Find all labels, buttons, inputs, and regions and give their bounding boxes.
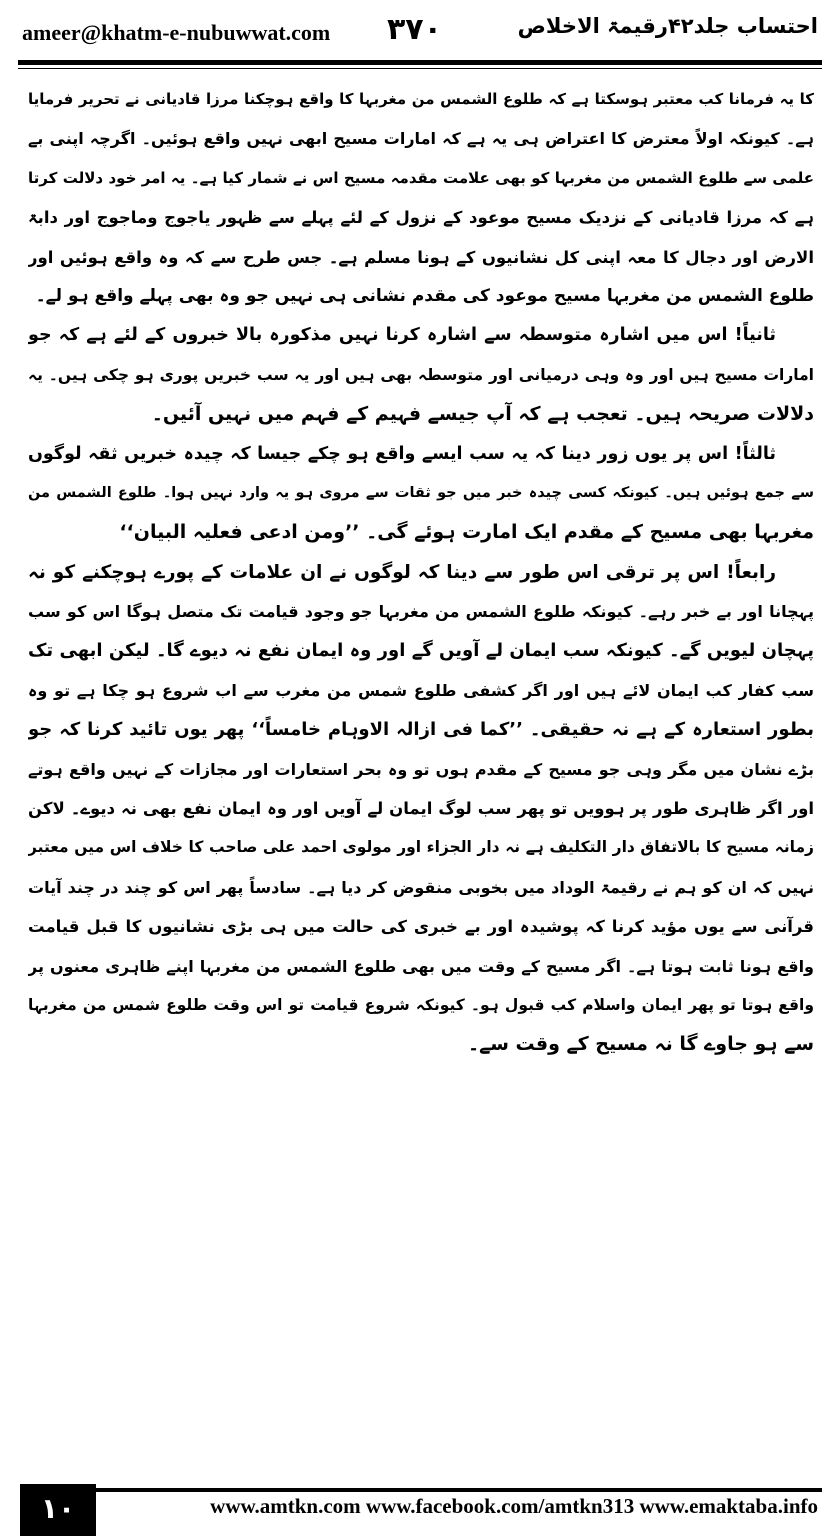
text-line-8: امارات مسیح ہیں اور وہ وہی درمیانی اور متوسطہ بھی ہیں اور یہ سب خبریں پوری ہو چکی ہیں۔ یہ (28, 365, 814, 384)
text-line-7: ثانیاً! اس میں اشارہ متوسطہ سے اشارہ کرنا نہیں مذکورہ بالا خبروں کے لئے ہے کہ جو (28, 325, 776, 346)
text-line-18: بڑے نشان میں مگر وہی جو مسیح کے مقدم ہوں تو وہ بحر استعارات اور مجازات کے نہیں واقع ہوتے (28, 759, 814, 779)
text-line-12: مغربہا بھی مسیح کے مقدم ایک امارت ہوئے گی۔ ’’ومن ادعی فعلیہ البیان‘‘ (119, 521, 814, 544)
text-line-14: پہچانا اور بے خبر رہے۔ کیونکہ طلوع الشمس من مغربہا جو وجود قیامت تک متصل ہوگا اس کو سب (28, 602, 814, 622)
text-line-9: دلالات صریحہ ہیں۔ تعجب ہے کہ آپ جیسے فہیم کے فہم میں نہیں آئیں۔ (151, 403, 814, 426)
footer-page-box: ۱۰ (20, 1484, 96, 1536)
text-line-17: بطور استعارہ کے ہے نہ حقیقی۔ ’’کما فی ازالہ الاوہام خامساً‘‘ پھر یوں تائید کرنا کہ جو (28, 719, 814, 741)
text-line-2: ہے۔ کیونکہ اولاً معترض کا اعتراض ہی یہ ہے کہ امارات مسیح ابھی نہیں واقع ہوئیں۔ اگرچہ اپنی بے (28, 129, 814, 149)
text-line-24: واقع ہوتا تو پھر ایمان واسلام کب قبول ہو۔ کیونکہ شروع قیامت تو اس وقت طلوع شمس من مغربہا (28, 995, 814, 1014)
text-line-23: واقع ہونا ثابت ہوتا ہے۔ اگر مسیح کے وقت میں بھی طلوع الشمس من مغربہا اپنے ظاہری معنوں پر (28, 956, 814, 976)
text-line-25: سے ہو جاوے گا نہ مسیح کے وقت سے۔ (467, 1033, 814, 1056)
page-header (0, 0, 840, 62)
header-rule-thick (18, 60, 822, 65)
text-line-22: قرآنی سے یوں مؤید کرنا کہ پوشیدہ اور بے خبری کی حالت میں ہی بڑی نشانیوں کا قبل قیامت (28, 917, 814, 937)
body-text (28, 80, 814, 1458)
text-line-11: سے جمع ہوئیں ہیں۔ کیونکہ کسی چیدہ خبر میں جو ثقات سے مروی ہو یہ وارد نہیں ہوا۔ طلوع الشمس من (28, 484, 814, 501)
text-line-19: اور اگر ظاہری طور پر ہوویں تو پھر سب لوگ ایمان لے آویں اور وہ ایمان نفع بھی نہ دیوے۔ لاکن (28, 799, 814, 819)
text-line-4: ہے کہ مرزا قادیانی کے نزدیک مسیح موعود کے نزول کے لئے پہلے سے ظہور یاجوج وماجوج اور دابۃ (28, 208, 814, 228)
text-line-16: سب کفار کب ایمان لائے ہیں اور اگر کشفی طلوع شمس من مغرب سے اب شروع ہو چکا ہے تو وہ (28, 680, 814, 700)
header-rule-thin (18, 68, 822, 69)
text-line-3: علمی سے طلوع الشمس من مغربہا کو بھی علامت مقدمہ مسیح اس نے شمار کیا ہے۔ یہ امر خود دلالت کرتا (28, 168, 814, 187)
footer-rule (96, 1488, 822, 1492)
text-line-21: نہیں کہ ان کو ہم نے رقیمۃ الوداد میں بخوبی منقوض کر دیا ہے۔ سادساً پھر اس کو چند در چند آیات (28, 877, 814, 897)
text-line-10: ثالثاً! اس پر یوں زور دینا کہ یہ سب ایسے واقع ہو چکے جیسا کہ چیدہ خبریں ثقہ لوگوں (28, 443, 776, 464)
text-line-6: طلوع الشمس من مغربہا مسیح موعود کی مقدم نشانی ہی نہیں جو وہ بھی پہلے واقع ہو لے۔ (35, 285, 814, 306)
header-email: ameer@khatm-e-nubuwwat.com (22, 20, 331, 45)
page-footer (0, 1482, 840, 1540)
footer-links[interactable]: www.amtkn.com www.facebook.com/amtkn313 www.emaktaba.info (210, 1494, 818, 1518)
text-line-13: رابعاً! اس پر ترقی اس طور سے دینا کہ لوگوں نے ان علامات کے پورے ہوچکنے کو نہ (28, 561, 776, 583)
text-line-1: کا یہ فرمانا کب معتبر ہوسکتا ہے کہ طلوع الشمس من مغربہا کا واقع ہوچکنا مرزا قادیانی نے تحریر فرمایا (28, 90, 814, 108)
text-line-15: پہچان لیویں گے۔ کیونکہ سب ایمان لے آویں گے اور وہ ایمان نفع نہ دیوے گا۔ لیکن ابھی تک (28, 640, 814, 662)
text-line-5: الارض اور دجال کا معہ اپنی کل نشانیوں کے ہونا مسلم ہے۔ جس طرح سے کہ وہ واقع ہوئیں اور (28, 247, 814, 267)
page-number: ۳۷۰ (387, 12, 442, 47)
text-line-20: زمانہ مسیح کا بالاتفاق دار التکلیف ہے نہ دار الجزاء اور مولوی احمد علی صاحب کا خلاف اس میں معتبر (28, 838, 814, 857)
running-title: احتساب جلد۴۲رقیمۃ الاخلاص (517, 14, 818, 38)
